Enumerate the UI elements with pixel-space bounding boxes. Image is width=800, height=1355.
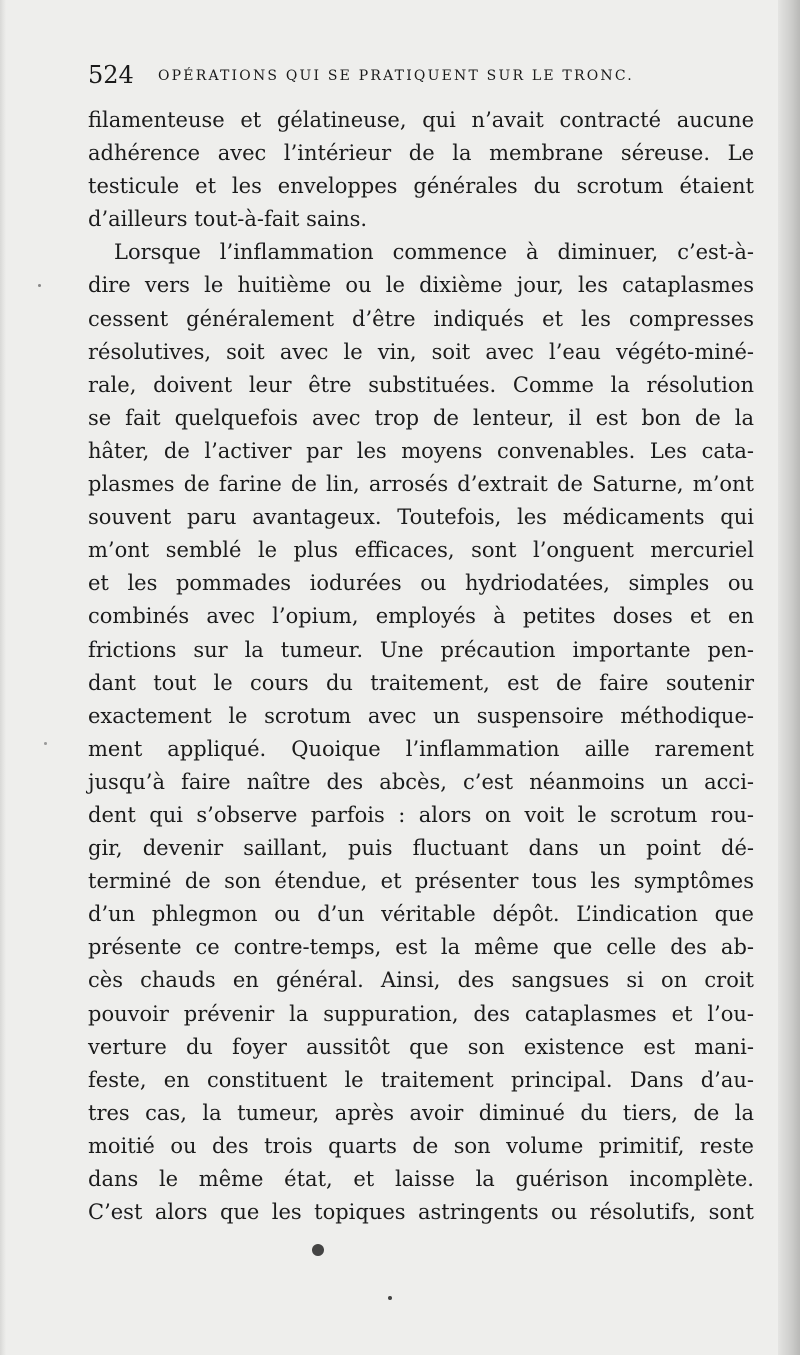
page-gutter-shadow bbox=[778, 0, 800, 1355]
running-title: OPÉRATIONS QUI SE PRATIQUENT SUR LE TRONC. bbox=[158, 68, 634, 84]
ink-speck bbox=[38, 284, 41, 287]
text-line: feste, en constituent le traitement principal. Dans d’au- bbox=[88, 1067, 754, 1092]
text-line: plasmes de farine de lin, arrosés d’extrait de Saturne, m’ont bbox=[88, 472, 754, 497]
text-line: d’un phlegmon ou d’un véritable dépôt. L’indication que bbox=[88, 902, 754, 927]
running-head bbox=[88, 58, 748, 92]
text-line: adhérence avec l’intérieur de la membrane séreuse. Le bbox=[88, 141, 754, 166]
ink-speck bbox=[312, 1244, 324, 1256]
text-line: rale, doivent leur être substituées. Comme la résolution bbox=[88, 372, 754, 397]
text-line: combinés avec l’opium, employés à petites doses et en bbox=[88, 604, 754, 629]
text-line: filamenteuse et gélatineuse, qui n’avait contracté aucune bbox=[88, 108, 754, 132]
text-line: hâter, de l’activer par les moyens convenables. Les cata- bbox=[88, 438, 754, 463]
text-line: dans le même état, et laisse la guérison incomplète. bbox=[88, 1167, 754, 1191]
page-left-edge bbox=[0, 0, 6, 1355]
text-line: dent qui s’observe parfois : alors on voit le scrotum rou- bbox=[88, 802, 754, 827]
text-line: se fait quelquefois avec trop de lenteur, il est bon de la bbox=[88, 405, 754, 430]
text-line: dant tout le cours du traitement, est de faire soutenir bbox=[88, 670, 754, 695]
text-line: présente ce contre-temps, est la même que celle des ab- bbox=[88, 935, 754, 960]
text-line-paragraph-start: Lorsque l’inflammation commence à diminuer, c’est-à- bbox=[114, 240, 754, 265]
text-line: pouvoir prévenir la suppuration, des cataplasmes et l’ou- bbox=[88, 1001, 754, 1026]
text-line: C’est alors que les topiques astringents ou résolutifs, sont bbox=[88, 1200, 754, 1225]
text-line: cessent généralement d’être indiqués et les compresses bbox=[88, 306, 754, 331]
text-line: terminé de son étendue, et présenter tous les symptômes bbox=[88, 869, 754, 894]
text-line: exactement le scrotum avec un suspensoire méthodique- bbox=[88, 703, 754, 728]
text-line: jusqu’à faire naître des abcès, c’est néanmoins un acci- bbox=[88, 769, 754, 794]
text-line: verture du foyer aussitôt que son existence est mani- bbox=[88, 1034, 754, 1059]
text-line: dire vers le huitième ou le dixième jour, les cataplasmes bbox=[88, 273, 754, 298]
text-line: ment appliqué. Quoique l’inflammation aille rarement bbox=[88, 736, 754, 761]
text-line: testicule et les enveloppes générales du scrotum étaient bbox=[88, 174, 754, 199]
text-line: gir, devenir saillant, puis fluctuant dans un point dé- bbox=[88, 836, 754, 861]
text-line: d’ailleurs tout-à-fait sains. bbox=[88, 207, 368, 232]
page-number: 524 bbox=[88, 61, 134, 89]
text-line: résolutives, soit avec le vin, soit avec l’eau végéto-miné- bbox=[88, 339, 754, 364]
text-line: m’ont semblé le plus efficaces, sont l’onguent mercuriel bbox=[88, 538, 754, 563]
ink-speck bbox=[388, 1296, 392, 1300]
text-line: souvent paru avantageux. Toutefois, les médicaments qui bbox=[88, 505, 754, 530]
text-line: moitié ou des trois quarts de son volume primitif, reste bbox=[88, 1133, 754, 1158]
ink-speck bbox=[44, 742, 47, 745]
text-line: cès chauds en général. Ainsi, des sangsues si on croit bbox=[88, 968, 754, 993]
text-line: et les pommades iodurées ou hydriodatées, simples ou bbox=[88, 571, 754, 596]
body-text bbox=[88, 104, 754, 1229]
text-line: tres cas, la tumeur, après avoir diminué du tiers, de la bbox=[88, 1100, 754, 1125]
text-line: frictions sur la tumeur. Une précaution importante pen- bbox=[88, 637, 754, 662]
